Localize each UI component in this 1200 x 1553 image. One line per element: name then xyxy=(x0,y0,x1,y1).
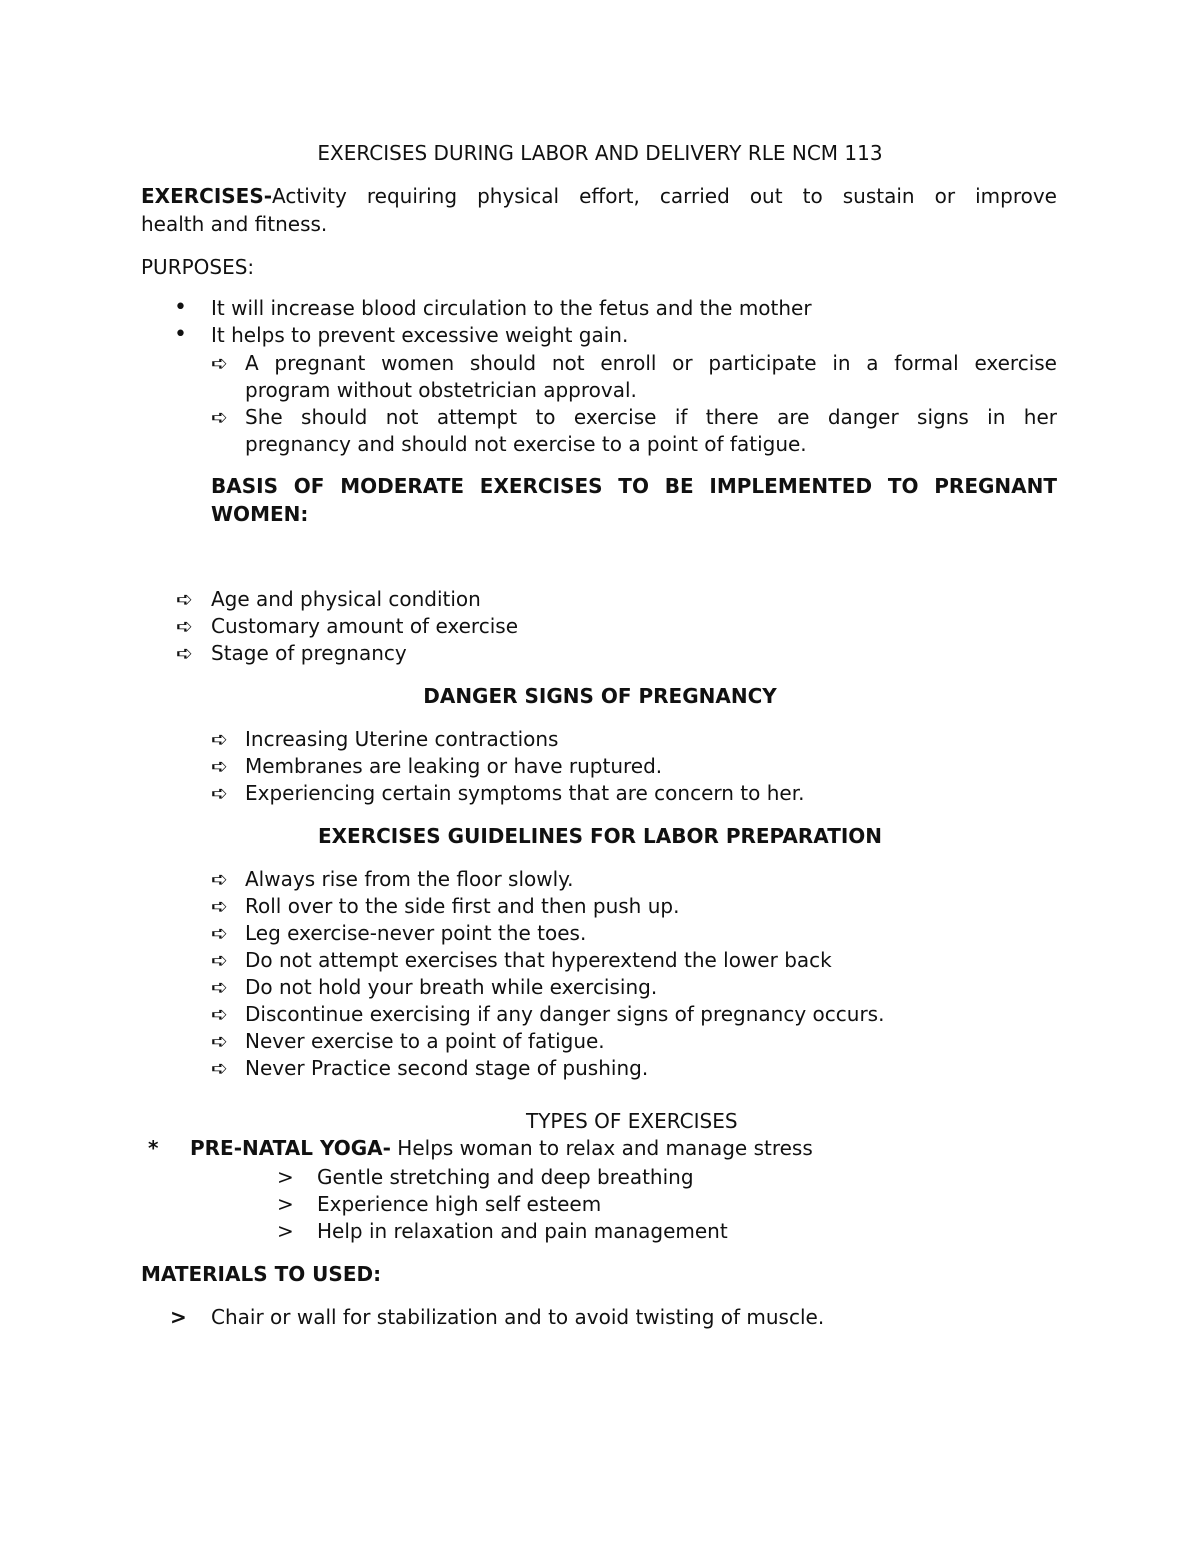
guideline-item: Never exercise to a point of fatigue. xyxy=(245,1029,605,1053)
danger-signs-heading: DANGER SIGNS OF PREGNANCY xyxy=(423,684,777,708)
yoga-benefit-item: Experience high self esteem xyxy=(317,1192,602,1216)
guideline-item: Roll over to the side first and then push up. xyxy=(245,894,680,918)
arrow-right-icon: ➪ xyxy=(211,405,228,429)
guidelines-heading: EXERCISES GUIDELINES FOR LABOR PREPARATION xyxy=(317,824,883,848)
definition-text: Activity requiring physical effort, carried out to sustain or improve xyxy=(272,184,1057,208)
purpose-note-continuation: program without obstetrician approval. xyxy=(245,378,637,402)
purpose-note-continuation: pregnancy and should not exercise to a point of fatigue. xyxy=(245,432,807,456)
danger-sign-item: Increasing Uterine contractions xyxy=(245,727,559,751)
basis-heading: BASIS OF MODERATE EXERCISES TO BE IMPLEMENTED TO PREGNANT xyxy=(211,474,1057,498)
chevron-right-icon: > xyxy=(277,1165,294,1189)
material-item: Chair or wall for stabilization and to avoid twisting of muscle. xyxy=(211,1305,825,1329)
purpose-item: It will increase blood circulation to the fetus and the mother xyxy=(211,296,812,320)
arrow-right-icon: ➪ xyxy=(211,921,228,945)
guideline-item: Always rise from the floor slowly. xyxy=(245,867,574,891)
danger-sign-item: Experiencing certain symptoms that are concern to her. xyxy=(245,781,805,805)
basis-heading-continuation: WOMEN: xyxy=(211,502,309,526)
chevron-right-icon: > xyxy=(277,1192,294,1216)
types-heading: TYPES OF EXERCISES xyxy=(526,1109,738,1133)
basis-item: Stage of pregnancy xyxy=(211,641,407,665)
chevron-right-icon: > xyxy=(277,1219,294,1243)
yoga-entry xyxy=(190,1134,813,1162)
purposes-heading: PURPOSES: xyxy=(141,255,255,279)
arrow-right-icon: ➪ xyxy=(211,975,228,999)
danger-sign-item: Membranes are leaking or have ruptured. xyxy=(245,754,663,778)
purpose-item: It helps to prevent excessive weight gain. xyxy=(211,323,629,347)
arrow-right-icon: ➪ xyxy=(176,587,193,611)
yoga-benefit-item: Help in relaxation and pain management xyxy=(317,1219,728,1243)
guideline-item: Never Practice second stage of pushing. xyxy=(245,1056,649,1080)
definition-continuation: health and fitness. xyxy=(141,212,328,236)
guideline-item: Do not attempt exercises that hyperextend the lower back xyxy=(245,948,832,972)
materials-heading: MATERIALS TO USED: xyxy=(141,1262,382,1286)
arrow-right-icon: ➪ xyxy=(211,948,228,972)
arrow-right-icon: ➪ xyxy=(211,1029,228,1053)
purpose-note: A pregnant women should not enroll or participate in a formal exercise xyxy=(245,351,1057,375)
basis-item: Age and physical condition xyxy=(211,587,481,611)
yoga-description: Helps woman to relax and manage stress xyxy=(390,1136,813,1160)
arrow-right-icon: ➪ xyxy=(176,641,193,665)
arrow-right-icon: ➪ xyxy=(211,1056,228,1080)
basis-item: Customary amount of exercise xyxy=(211,614,518,638)
document-title: EXERCISES DURING LABOR AND DELIVERY RLE NCM 113 xyxy=(317,141,883,165)
guideline-item: Do not hold your breath while exercising. xyxy=(245,975,658,999)
arrow-right-icon: ➪ xyxy=(211,727,228,751)
guideline-item: Leg exercise-never point the toes. xyxy=(245,921,587,945)
yoga-benefit-item: Gentle stretching and deep breathing xyxy=(317,1165,694,1189)
arrow-right-icon: ➪ xyxy=(176,614,193,638)
definition-term: EXERCISES- xyxy=(141,184,273,208)
arrow-right-icon: ➪ xyxy=(211,1002,228,1026)
bullet-dot-icon: • xyxy=(174,322,187,347)
chevron-right-icon: > xyxy=(170,1305,187,1329)
definition-line xyxy=(141,182,1057,210)
arrow-right-icon: ➪ xyxy=(211,894,228,918)
purpose-note: She should not attempt to exercise if there are danger signs in her xyxy=(245,405,1057,429)
arrow-right-icon: ➪ xyxy=(211,351,228,375)
arrow-right-icon: ➪ xyxy=(211,867,228,891)
guideline-item: Discontinue exercising if any danger signs of pregnancy occurs. xyxy=(245,1002,885,1026)
arrow-right-icon: ➪ xyxy=(211,781,228,805)
asterisk-bullet-icon: * xyxy=(148,1136,159,1160)
arrow-right-icon: ➪ xyxy=(211,754,228,778)
yoga-term: PRE-NATAL YOGA- xyxy=(190,1136,391,1160)
bullet-dot-icon: • xyxy=(174,295,187,320)
